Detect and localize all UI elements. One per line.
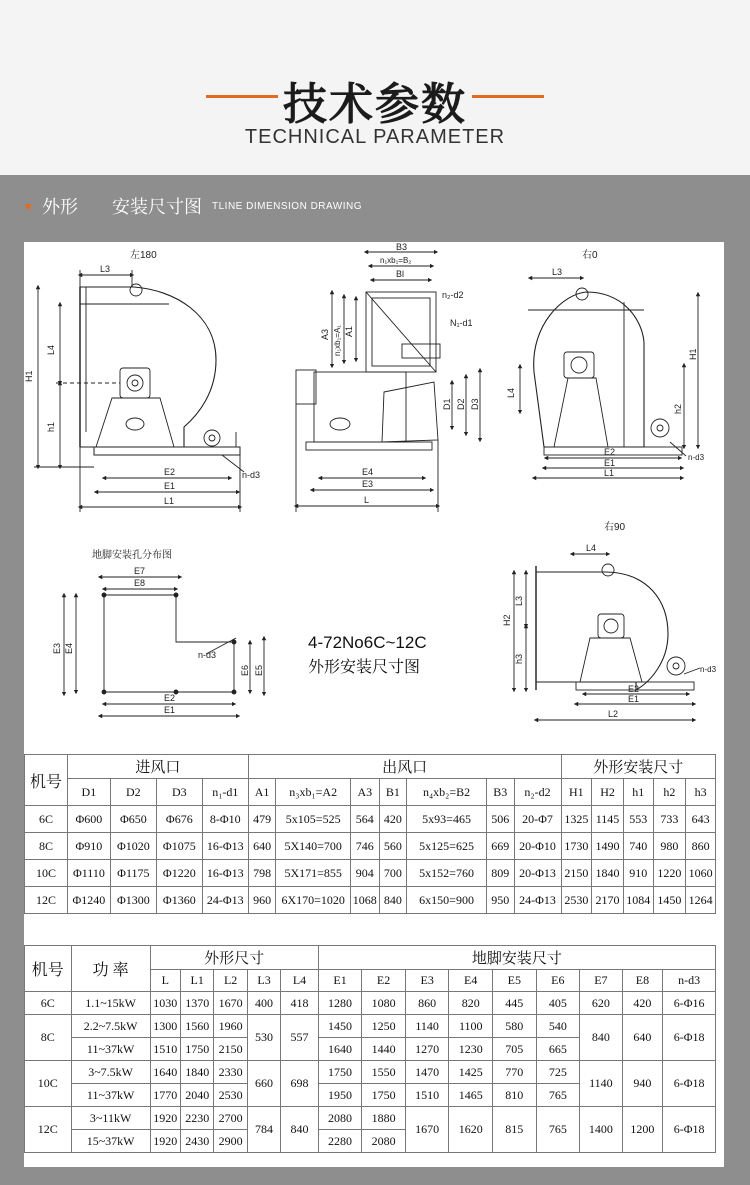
col-header: E2 [362,970,406,992]
cell: 640 [248,833,276,860]
cell: 1750 [362,1084,406,1107]
cell: 2150 [214,1038,247,1061]
cell: 1084 [623,887,653,914]
dim-E7: E7 [134,566,146,576]
cell: 660 [247,1061,280,1107]
cell: 8C [25,1015,72,1061]
cell: 640 [622,1015,663,1061]
cell: 420 [622,992,663,1015]
cell: 6x150=900 [407,887,487,914]
col-model: 机号 [25,946,72,992]
col-header: D1 [67,779,110,806]
table-row [25,1061,716,1084]
table-row [25,992,716,1015]
table-row [25,806,716,833]
cell: 1670 [405,1107,449,1153]
col-header: D2 [110,779,156,806]
table-row [25,887,716,914]
cell: 20-Φ13 [514,860,561,887]
dim-nd3-left: n-d3 [242,470,261,480]
cell: 11~37kW [71,1084,150,1107]
cell: 6X170=1020 [276,887,351,914]
cell: 580 [493,1015,537,1038]
cell: 8-Φ10 [202,806,248,833]
cell: 1200 [622,1107,663,1153]
cell: 1750 [318,1061,362,1084]
cell: 2230 [181,1107,214,1130]
dim-E2-right: E2 [604,447,616,457]
section-label-2: 安装尺寸图 [112,197,202,217]
dim-L4-r90: L4 [586,543,597,553]
dim-D1: D1 [442,398,452,410]
cell: 1880 [362,1107,406,1130]
cell: 6-Φ18 [663,1061,716,1107]
cell: 5X140=700 [276,833,351,860]
dim-E4-plan: E4 [64,642,74,654]
section-label-en: TLINE DIMENSION DRAWING [212,201,363,212]
cell: 840 [580,1015,623,1061]
cell: 10C [25,1061,72,1107]
cell: 564 [351,806,380,833]
dim-L4-left: L4 [46,344,56,355]
col-header: E5 [493,970,537,992]
cell: 24-Φ13 [514,887,561,914]
col-header: B1 [379,779,407,806]
cell: 1750 [181,1038,214,1061]
cell: 1030 [150,992,180,1015]
cell: 1250 [362,1015,406,1038]
cell: 1960 [214,1015,247,1038]
dim-H1-left: H1 [24,370,34,382]
cell: 5x125=625 [407,833,487,860]
cell: 1450 [653,887,686,914]
cell: 2150 [561,860,592,887]
cell: 960 [248,887,276,914]
cell: 770 [493,1061,537,1084]
section-label-1: 外形 [42,197,78,217]
cell: 860 [686,833,716,860]
dim-nd3-plan: n-d3 [198,650,217,660]
group-foundation: 地脚安装尺寸 [318,946,715,970]
cell: Φ1075 [156,833,202,860]
dim-L3-right: L3 [552,267,563,277]
dim-E1-r90: E1 [628,694,640,704]
page-subtitle: TECHNICAL PARAMETER [244,126,506,148]
cell: 1100 [449,1015,493,1038]
title-line-right [472,95,544,98]
foundation-title: 地脚安装孔分布图 [92,550,172,561]
cell: 1620 [449,1107,493,1153]
cell: 784 [247,1107,280,1153]
table-row [25,1107,716,1130]
col-header: n₁-d1 [202,779,248,806]
col-header: n₂-d2 [514,779,561,806]
cell: 6C [25,992,72,1015]
cell: 700 [379,860,407,887]
cell: Φ1175 [110,860,156,887]
col-header: E3 [405,970,449,992]
cell: 557 [281,1015,318,1061]
cell: 1220 [653,860,686,887]
cell: 6-Φ16 [663,992,716,1015]
dim-h3: h3 [514,653,524,664]
cell: 3~11kW [71,1107,150,1130]
cell: 765 [536,1107,580,1153]
col-header: L1 [181,970,214,992]
cell: 530 [247,1015,280,1061]
cell: Φ676 [156,806,202,833]
view-front [296,242,480,512]
dim-D3: D3 [470,398,480,410]
inlet-outlet-table [24,754,716,914]
cell: 950 [486,887,514,914]
col-model: 机号 [25,755,68,806]
cell: 1140 [405,1015,449,1038]
table-row [25,1015,716,1038]
cell: 1425 [449,1061,493,1084]
cell: 1140 [580,1061,623,1107]
cell: 2170 [592,887,624,914]
cell: Φ1220 [156,860,202,887]
dim-nxb: n₁xb₁=B₂ [380,256,412,265]
col-header: B3 [486,779,514,806]
cell: 840 [281,1107,318,1153]
cell: 8C [25,833,68,860]
cell: 1920 [150,1107,180,1130]
cell: 5x152=760 [407,860,487,887]
dim-E8: E8 [134,578,146,588]
dim-nxbA: n₁xb₁=A₁ [333,324,342,356]
col-header: n₃xb₁=A2 [276,779,351,806]
cell: 10C [25,860,68,887]
dim-H1-right: H1 [688,348,698,360]
cell: 765 [536,1084,580,1107]
cell: 16-Φ13 [202,860,248,887]
cell: 1640 [150,1061,180,1084]
cell: 15~37kW [71,1130,150,1153]
dim-E2-left: E2 [164,467,176,477]
cell: 553 [623,806,653,833]
cell: 2040 [181,1084,214,1107]
dim-E4: E4 [362,467,374,477]
cell: 1770 [150,1084,180,1107]
cell: 665 [536,1038,580,1061]
cell: 479 [248,806,276,833]
cell: 698 [281,1061,318,1107]
cell: 560 [379,833,407,860]
triangle-down-icon: ▼ [22,200,34,214]
cell: 1465 [449,1084,493,1107]
col-header: H2 [592,779,624,806]
cell: 6-Φ18 [663,1107,716,1153]
col-header: A3 [351,779,380,806]
dim-E2-plan: E2 [164,693,176,703]
cell: 2530 [561,887,592,914]
title-row [0,68,750,128]
dim-L1-left: L1 [164,496,175,506]
cell: 400 [247,992,280,1015]
cell: 1450 [318,1015,362,1038]
cell: 3~7.5kW [71,1061,150,1084]
view-right-title: 右0 [582,250,598,261]
cell: 733 [653,806,686,833]
cell: 1840 [181,1061,214,1084]
dim-L1-right: L1 [604,468,615,478]
col-power: 功 率 [71,946,150,992]
cell: 798 [248,860,276,887]
technical-drawing [24,242,724,742]
cell: 1670 [214,992,247,1015]
cell: 1145 [592,806,624,833]
dim-B3: B3 [396,242,408,252]
cell: Φ1110 [67,860,110,887]
dim-L2: L2 [608,709,619,719]
view-right-0 [506,249,705,478]
cell: 815 [493,1107,537,1153]
col-header: n-d3 [663,970,716,992]
cell: 12C [25,887,68,914]
cell: 2.2~7.5kW [71,1015,150,1038]
col-header: L3 [247,970,280,992]
dim-h2: h2 [673,403,683,414]
cell: 1264 [686,887,716,914]
cell: 1490 [592,833,624,860]
col-header: E4 [449,970,493,992]
table-row [25,860,716,887]
cell: 1510 [405,1084,449,1107]
cell: 809 [486,860,514,887]
cell: 2080 [362,1130,406,1153]
cell: 820 [449,992,493,1015]
cell: Φ1360 [156,887,202,914]
cell: 1280 [318,992,362,1015]
col-header: H1 [561,779,592,806]
cell: Φ1300 [110,887,156,914]
cell: 6-Φ18 [663,1015,716,1061]
table1-header-row [25,779,716,806]
dim-A3: A3 [320,328,330,340]
cell: 840 [379,887,407,914]
cell: 1640 [318,1038,362,1061]
view-left-180 [24,248,260,512]
model-title: 4-72No6C~12C [308,633,427,652]
col-header: E8 [622,970,663,992]
cell: Φ1240 [67,887,110,914]
dim-Bl: Bl [396,269,405,279]
cell: 418 [281,992,318,1015]
group-outline: 外形尺寸 [150,946,318,970]
dim-E1-right: E1 [604,458,616,468]
cell: 5x93=465 [407,806,487,833]
view-right90-title: 右90 [604,522,626,533]
dim-A1: A1 [344,325,354,337]
cell: 1300 [150,1015,180,1038]
cell: 940 [622,1061,663,1107]
cell: 2430 [181,1130,214,1153]
dim-N1d1: N₁-d1 [450,318,473,328]
dim-nd3-right: n-d3 [688,453,705,462]
cell: 420 [379,806,407,833]
cell: 1730 [561,833,592,860]
cell: 2700 [214,1107,247,1130]
cell: 1840 [592,860,624,887]
cell: 24-Φ13 [202,887,248,914]
outline-foundation-table [24,945,716,1153]
cell: Φ600 [67,806,110,833]
drawing-panel [24,242,724,1167]
cell: 705 [493,1038,537,1061]
col-header: L [150,970,180,992]
dim-E6: E6 [240,664,250,676]
col-header: h2 [653,779,686,806]
cell: 1510 [150,1038,180,1061]
page-title: 技术参数 [283,79,467,130]
cell: Φ1020 [110,833,156,860]
cell: 1440 [362,1038,406,1061]
col-header: E1 [318,970,362,992]
cell: 2900 [214,1130,247,1153]
cell: 1270 [405,1038,449,1061]
group-install: 外形安装尺寸 [561,755,715,779]
col-header: E7 [580,970,623,992]
dim-nd3-r90: n-d3 [700,665,717,674]
dim-E2-r90: E2 [628,684,640,694]
cell: 746 [351,833,380,860]
cell: 1230 [449,1038,493,1061]
dim-E3-plan: E3 [52,642,62,654]
cell: 1400 [580,1107,623,1153]
dim-E3: E3 [362,479,374,489]
cell: 620 [580,992,623,1015]
cell: 1.1~15kW [71,992,150,1015]
col-header: E6 [536,970,580,992]
cell: 506 [486,806,514,833]
cell: 5x105=525 [276,806,351,833]
model-subtitle: 外形安装尺寸图 [308,659,421,676]
cell: 1325 [561,806,592,833]
view-left-title: 左180 [130,250,157,261]
col-header: h1 [623,779,653,806]
cell: 1060 [686,860,716,887]
cell: 1560 [181,1015,214,1038]
col-header: A1 [248,779,276,806]
cell: Φ910 [67,833,110,860]
col-header: h3 [686,779,716,806]
cell: 1920 [150,1130,180,1153]
dim-H2: H2 [502,614,512,626]
cell: 1550 [362,1061,406,1084]
cell: 405 [536,992,580,1015]
dim-D2: D2 [456,398,466,410]
dim-n2d2: n₂-d2 [442,290,464,300]
dim-L3-r90: L3 [514,595,524,606]
cell: 2530 [214,1084,247,1107]
cell: Φ650 [110,806,156,833]
cell: 20-Φ7 [514,806,561,833]
cell: 904 [351,860,380,887]
cell: 669 [486,833,514,860]
dim-L4-right: L4 [506,387,516,398]
dim-h1-left: h1 [46,421,56,432]
group-outlet: 出风口 [248,755,561,779]
cell: 1470 [405,1061,449,1084]
cell: 740 [623,833,653,860]
cell: 12C [25,1107,72,1153]
cell: 540 [536,1015,580,1038]
col-header: n₄xb₂=B2 [407,779,487,806]
col-header: D3 [156,779,202,806]
cell: 1950 [318,1084,362,1107]
cell: 980 [653,833,686,860]
cell: 2280 [318,1130,362,1153]
cell: 725 [536,1061,580,1084]
cell: 2330 [214,1061,247,1084]
cell: 1370 [181,992,214,1015]
col-header: L4 [281,970,318,992]
cell: 6C [25,806,68,833]
cell: 643 [686,806,716,833]
cell: 445 [493,992,537,1015]
foundation-plan [52,548,264,716]
dim-E1-left: E1 [164,481,176,491]
cell: 5X171=855 [276,860,351,887]
cell: 1068 [351,887,380,914]
dim-E5: E5 [254,664,264,676]
cell: 910 [623,860,653,887]
cell: 2080 [318,1107,362,1130]
cell: 1080 [362,992,406,1015]
cell: 16-Φ13 [202,833,248,860]
dim-L3-left: L3 [100,264,111,274]
cell: 860 [405,992,449,1015]
dim-E1-plan: E1 [164,705,176,715]
col-header: L2 [214,970,247,992]
cell: 810 [493,1084,537,1107]
table-row [25,833,716,860]
view-right-90 [502,521,717,720]
dim-L: L [364,495,370,505]
cell: 20-Φ10 [514,833,561,860]
group-inlet: 进风口 [67,755,248,779]
cell: 11~37kW [71,1038,150,1061]
